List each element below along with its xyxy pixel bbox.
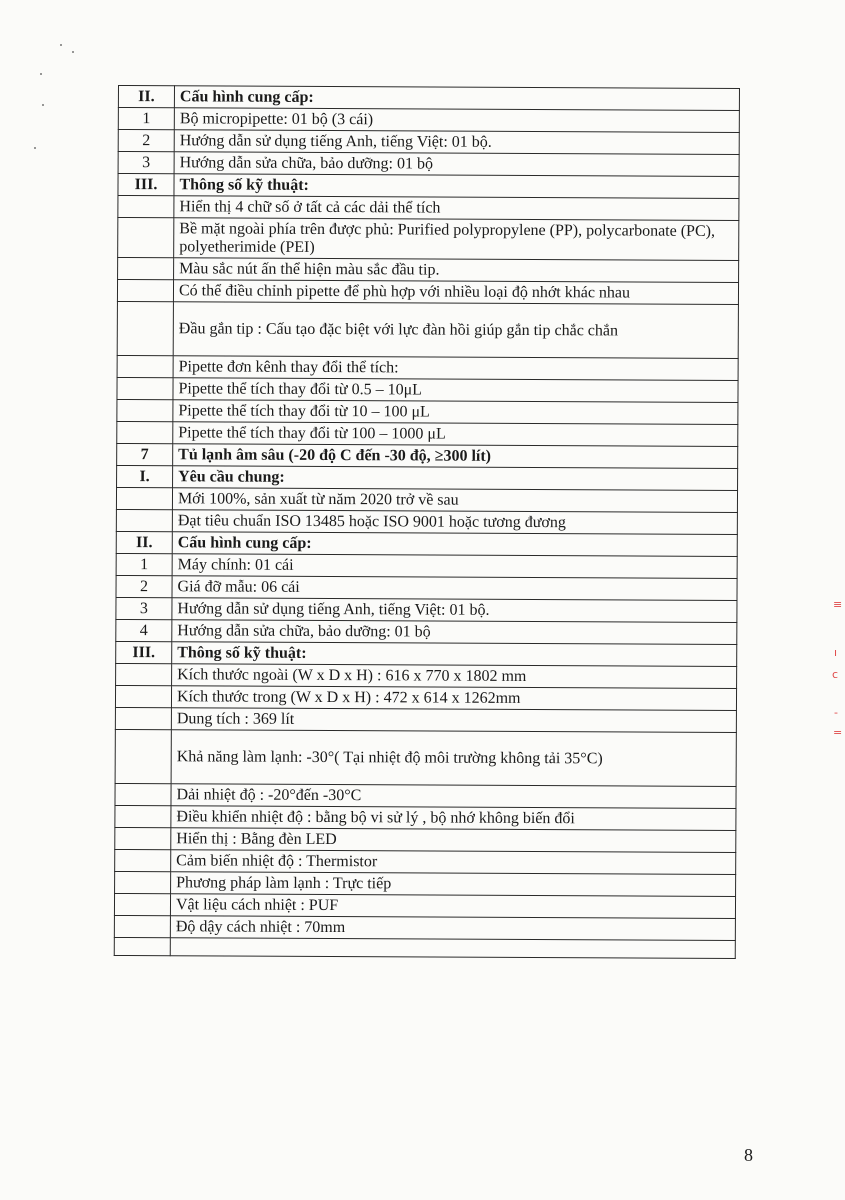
row-content-cell: Hiển thị 4 chữ số ở tất cả các dải thể tích <box>174 196 739 221</box>
row-number-cell <box>115 707 171 729</box>
row-number-cell <box>115 827 171 849</box>
row-number-cell: 7 <box>117 443 173 465</box>
row-number-cell <box>115 685 171 707</box>
row-content-cell: Đạt tiêu chuẩn ISO 13485 hoặc ISO 9001 hoặc tương đương <box>172 510 737 535</box>
row-number-cell <box>117 301 173 355</box>
row-content-cell: Pipette thể tích thay đổi từ 100 – 1000 μL <box>173 422 738 447</box>
row-number-cell <box>118 258 174 280</box>
table-row <box>114 915 735 940</box>
row-content-cell: Kích thước trong (W x D x H) : 472 x 614 x 1262mm <box>171 686 736 711</box>
row-number-cell <box>118 218 174 258</box>
row-content-cell: Dải nhiệt độ : -20°đến -30°C <box>171 784 736 809</box>
table-row <box>116 531 737 556</box>
row-content-cell: Yêu cầu chung: <box>173 466 738 491</box>
row-content-cell: Thông số kỹ thuật: <box>172 642 737 667</box>
table-row <box>117 443 738 468</box>
row-content-cell: Cấu hình cung cấp: <box>172 532 737 557</box>
row-content-cell: Màu sắc nút ấn thể hiện màu sắc đầu tip. <box>174 258 739 283</box>
row-content-cell: Bề mặt ngoài phía trên được phủ: Purified polypropylene (PP), polycarbonate (PC), polyetherimide (PEI) <box>174 218 739 261</box>
table-row <box>117 465 738 490</box>
table-row <box>116 575 737 600</box>
row-content-cell: Thông số kỹ thuật: <box>174 174 739 199</box>
table-row <box>118 108 739 133</box>
table-row <box>115 871 736 896</box>
row-content-cell: Pipette thể tích thay đổi từ 10 – 100 μL <box>173 400 738 425</box>
row-content-cell: Hướng dẫn sử dụng tiếng Anh, tiếng Việt: 01 bộ. <box>172 598 737 623</box>
row-content-cell: Hiển thị : Bằng đèn LED <box>171 828 736 853</box>
row-content-cell: Hướng dẫn sửa chữa, bảo dưỡng: 01 bộ <box>174 152 739 177</box>
margin-stamp-mark: c <box>832 668 839 681</box>
row-number-cell: 2 <box>116 575 172 597</box>
table-row <box>116 509 737 534</box>
row-content-cell: Vật liệu cách nhiệt : PUF <box>170 894 735 919</box>
row-number-cell <box>114 915 170 937</box>
row-content-cell: Dung tích : 369 lít <box>171 708 736 733</box>
row-number-cell: I. <box>117 465 173 487</box>
table-row <box>117 355 738 380</box>
table-row <box>118 258 739 283</box>
row-number-cell <box>116 509 172 531</box>
row-content-cell: Mới 100%, sản xuất từ năm 2020 trở về sau <box>172 488 737 513</box>
row-content-cell: Cảm biến nhiệt độ : Thermistor <box>171 850 736 875</box>
specification-table <box>114 85 740 959</box>
row-content-cell: Máy chính: 01 cái <box>172 554 737 579</box>
row-number-cell: 1 <box>116 553 172 575</box>
table-row <box>118 86 739 111</box>
table-row <box>116 663 737 688</box>
row-content-cell: Tủ lạnh âm sâu (-20 độ C đến -30 độ, ≥300 lít) <box>173 444 738 469</box>
row-content-cell: Cấu hình cung cấp: <box>174 86 739 111</box>
table-row <box>117 399 738 424</box>
row-content-cell: Pipette đơn kênh thay đổi thể tích: <box>173 356 738 381</box>
scan-speck <box>60 44 62 46</box>
table-row <box>115 805 736 830</box>
row-number-cell: III. <box>118 174 174 196</box>
row-number-cell <box>117 377 173 399</box>
table-row <box>116 487 737 512</box>
row-number-cell <box>117 399 173 421</box>
table-row <box>117 421 738 446</box>
row-content-cell: Có thể điều chỉnh pipette để phù hợp với nhiều loại độ nhớt khác nhau <box>173 280 738 305</box>
table-row <box>115 783 736 808</box>
row-number-cell: II. <box>118 86 174 108</box>
margin-stamp-mark: ≡ <box>833 598 843 611</box>
row-number-cell: II. <box>116 531 172 553</box>
scan-speck <box>42 104 44 106</box>
margin-stamp-mark: = <box>833 726 843 739</box>
table-row <box>115 729 736 786</box>
row-content-cell <box>170 938 735 959</box>
row-content-cell: Phương pháp làm lạnh : Trực tiếp <box>171 872 736 897</box>
table-row <box>116 641 737 666</box>
scan-speck <box>72 51 74 53</box>
margin-stamp-mark: ı <box>834 646 838 659</box>
row-number-cell <box>117 421 173 443</box>
table-row <box>118 152 739 177</box>
row-content-cell: Hướng dẫn sửa chữa, bảo dưỡng: 01 bộ <box>172 620 737 645</box>
row-content-cell: Điều khiển nhiệt độ : bằng bộ vi sử lý , bộ nhớ không biến đổi <box>171 806 736 831</box>
page-number: 8 <box>744 1145 753 1165</box>
row-content-cell: Hướng dẫn sử dụng tiếng Anh, tiếng Việt: 01 bộ. <box>174 130 739 155</box>
row-number-cell <box>115 783 171 805</box>
row-content-cell: Bộ micropipette: 01 bộ (3 cái) <box>174 108 739 133</box>
table-row <box>117 301 738 358</box>
table-row <box>115 685 736 710</box>
row-number-cell <box>115 729 171 783</box>
margin-stamp-mark: - <box>834 706 838 719</box>
table-row <box>116 619 737 644</box>
scan-speck <box>34 147 36 149</box>
row-number-cell <box>116 663 172 685</box>
scan-speck <box>40 73 42 75</box>
table-row <box>118 196 739 221</box>
row-number-cell <box>118 196 174 218</box>
row-number-cell: 3 <box>118 152 174 174</box>
row-number-cell <box>114 893 170 915</box>
row-number-cell <box>116 487 172 509</box>
row-number-cell <box>115 871 171 893</box>
row-number-cell <box>117 355 173 377</box>
table-row <box>114 893 735 918</box>
row-number-cell: 4 <box>116 619 172 641</box>
row-content-cell: Giá đỡ mẫu: 06 cái <box>172 576 737 601</box>
table-row <box>117 377 738 402</box>
row-content-cell: Đầu gắn tip : Cấu tạo đặc biệt với lực đàn hồi giúp gắn tip chắc chắn <box>173 302 738 359</box>
row-number-cell: 2 <box>118 130 174 152</box>
table-row <box>116 553 737 578</box>
table-row <box>115 707 736 732</box>
row-number-cell: 1 <box>118 108 174 130</box>
row-content-cell: Pipette thể tích thay đổi từ 0.5 – 10μL <box>173 378 738 403</box>
row-content-cell: Kích thước ngoài (W x D x H) : 616 x 770 x 1802 mm <box>172 664 737 689</box>
table-row <box>116 597 737 622</box>
row-number-cell <box>115 805 171 827</box>
table-row <box>118 130 739 155</box>
table-row <box>115 827 736 852</box>
table-row <box>118 218 739 261</box>
row-number-cell: 3 <box>116 597 172 619</box>
row-number-cell <box>114 937 170 955</box>
row-content-cell: Độ dậy cách nhiệt : 70mm <box>170 916 735 941</box>
row-number-cell <box>115 849 171 871</box>
table-row <box>115 849 736 874</box>
table-row <box>118 174 739 199</box>
table-row <box>114 937 735 958</box>
row-number-cell: III. <box>116 641 172 663</box>
table-row <box>117 280 738 305</box>
row-content-cell: Khả năng làm lạnh: -30°( Tại nhiệt độ môi trường không tải 35°C) <box>171 730 736 787</box>
row-number-cell <box>117 280 173 302</box>
